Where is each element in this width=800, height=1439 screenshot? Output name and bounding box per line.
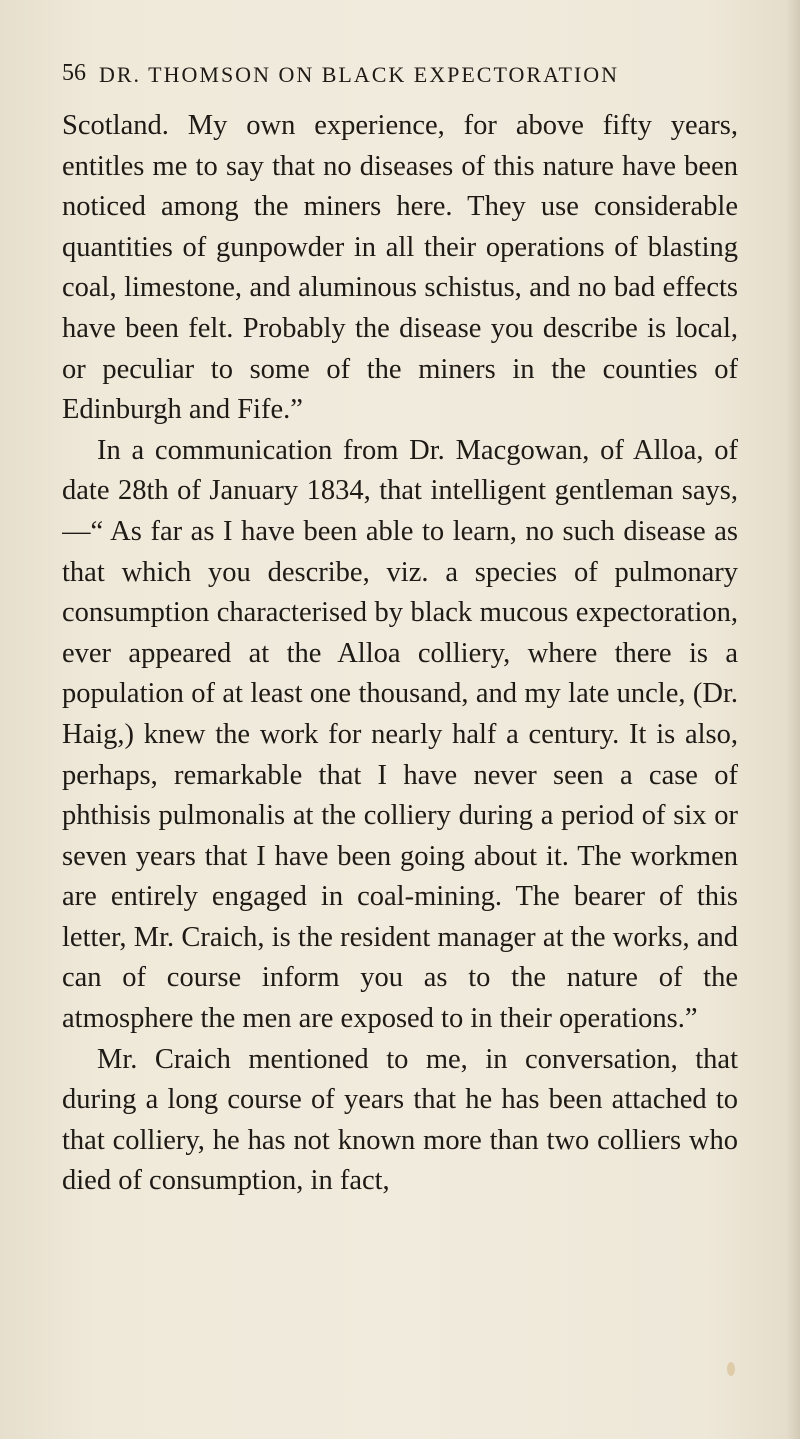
page-number: 56 — [62, 60, 86, 86]
paragraph-continuation: Scotland. My own experience, for above fifty years, entitles me to say that no diseases of this nature have been noticed among the miners here. They use considerable quantities of gunpowder in all their operations of blasting coal, limestone, and aluminous schistus, and no bad effects have been felt. Probably the disease you describe is local, or peculiar to some of the miners in the counties of Edinburgh and Fife.” — [62, 110, 738, 426]
paper-foxing-spot — [727, 1362, 735, 1376]
body-text — [62, 106, 738, 1286]
running-head: DR. THOMSON ON BLACK EXPECTORATION — [99, 62, 620, 87]
page-edge-shadow — [786, 0, 800, 1439]
paragraph-macgowan-communication: In a communication from Dr. Macgowan, of Alloa, of date 28th of January 1834, that intelligent gentleman says,—“ As far as I have been able to learn, no such disease as that which you describe, viz. a species of pulmonary consumption characterised by black mucous expectoration, ever appeared at the Alloa colliery, where there is a population of at least one thousand, and my late uncle, (Dr. Haig,) knew the work for nearly half a century. It is also, perhaps, remarkable that I have never seen a case of phthisis pulmonalis at the colliery during a period of six or seven years that I have been going about it. The workmen are entirely engaged in coal-mining. The bearer of this letter, Mr. Craich, is the resident manager at the works, and can of course inform you as to the nature of the atmosphere the men are exposed to in their operations.” — [62, 434, 738, 1035]
page-header — [62, 60, 702, 94]
paragraph-craich-conversation: Mr. Craich mentioned to me, in conversation, that during a long course of years that he has been attached to that colliery, he has not known more than two colliers who died of consumption, in fact, — [62, 1043, 738, 1197]
